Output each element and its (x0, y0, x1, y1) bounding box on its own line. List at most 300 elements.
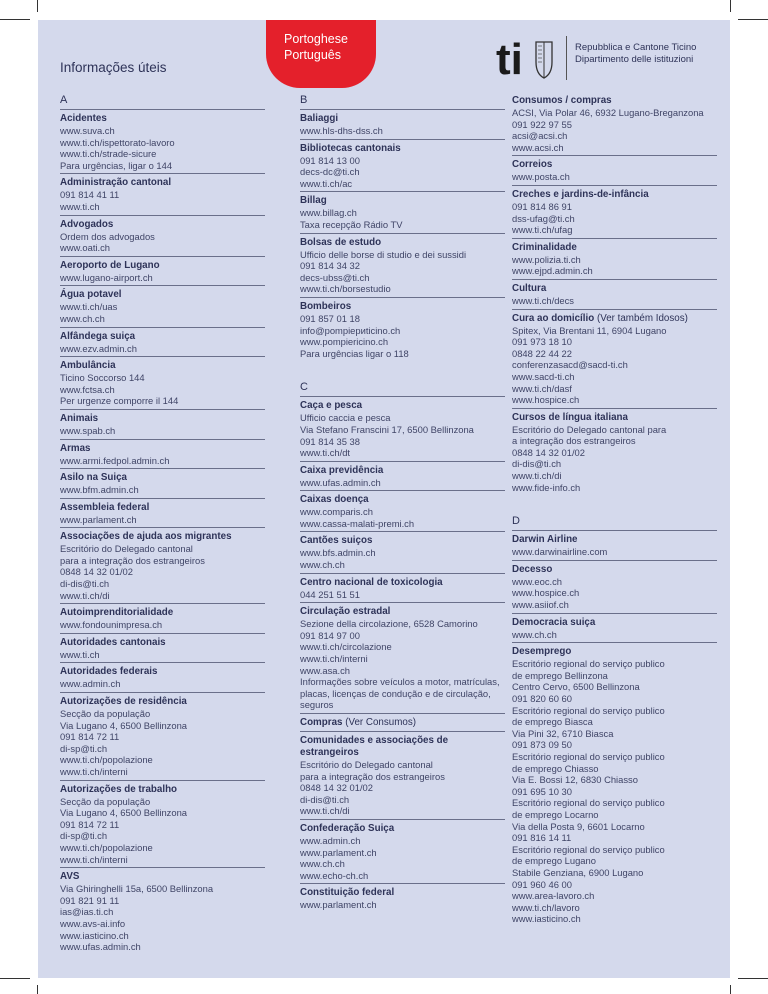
entry-line: Ufficio delle borse di studio e dei sussidi (300, 248, 467, 260)
entry-link[interactable]: dss-ufag@ti.ch (512, 212, 575, 224)
entry-title-text: Billag (300, 195, 327, 207)
directory-entry (300, 574, 505, 604)
entry-title (300, 823, 505, 835)
entry-title (512, 95, 717, 107)
entry-title (300, 195, 505, 207)
entry-line: de emprego Lugano (512, 855, 596, 867)
entry-title (512, 534, 717, 546)
entry-link[interactable]: www.ti.ch/interni (300, 653, 368, 665)
entry-line: Ordem dos advogados (60, 230, 155, 242)
entry-line: Escritório regional do serviço publico (512, 704, 665, 716)
entry-title-text: Autorizações de residência (60, 696, 187, 708)
entry-line: Via E. Bossi 12, 6830 Chiasso (512, 774, 638, 786)
entry-note: (Ver Consumos) (345, 717, 416, 728)
language-label-italian: Portoghese (284, 32, 348, 46)
entry-link[interactable]: www.spab.ch (60, 424, 116, 436)
directory-entry (512, 239, 717, 280)
entry-link[interactable]: www.hospice.ch (512, 587, 580, 599)
directory-entry (60, 357, 265, 410)
entry-link[interactable]: www.pompiericino.ch (300, 336, 389, 348)
entry-link[interactable]: www.bfm.admin.ch (60, 484, 139, 496)
crop-mark (37, 985, 38, 994)
entry-line: Via Lugano 4, 6500 Bellinzona (60, 807, 188, 819)
directory-entry (60, 410, 265, 440)
directory-entry (512, 643, 717, 927)
entry-title-text: Assembleia federal (60, 501, 150, 513)
entry-link[interactable]: www.hospice.ch (512, 394, 580, 406)
document-page (38, 20, 730, 978)
entry-link[interactable]: www.armi.fedpol.admin.ch (60, 454, 170, 466)
entry-title (300, 465, 505, 477)
entry-title (60, 360, 265, 372)
entry-link[interactable]: www.ti.ch/circolazione (300, 641, 392, 653)
entry-link[interactable]: www.darwinairline.com (512, 546, 608, 558)
entry-title (60, 331, 265, 343)
entry-link[interactable]: www.fide-info.ch (512, 481, 581, 493)
entry-line: 091 814 72 11 (60, 818, 120, 830)
entry-title (300, 887, 505, 899)
entry-title (60, 177, 265, 189)
entry-title-text: Consumos / compras (512, 95, 612, 106)
entry-title-text: Comunidades e associações de estrangeiros (300, 735, 449, 758)
entry-link[interactable]: www.iasticino.ch (60, 929, 129, 941)
directory-entry (60, 110, 265, 174)
entry-line: 091 820 60 60 (512, 693, 572, 704)
entry-line: 091 960 46 00 (512, 878, 572, 890)
directory-entry (512, 186, 717, 239)
entry-title (300, 301, 505, 313)
directory-entry (60, 499, 265, 529)
crop-mark (0, 19, 30, 20)
entry-link[interactable]: www.ti.ch/di (300, 805, 350, 817)
entry-title (60, 666, 265, 678)
entry-link[interactable]: di-dis@ti.ch (300, 793, 350, 805)
entry-link[interactable]: www.ch.ch (512, 628, 557, 640)
entry-title-text: Cantões suiços (300, 535, 373, 547)
directory-entry (60, 174, 265, 215)
entry-link[interactable]: www.area-lavoro.ch (512, 890, 595, 902)
directory-entry (512, 92, 717, 156)
org-line: Dipartimento delle istituzioni (575, 53, 694, 65)
entry-title-text: Advogados (60, 218, 114, 230)
entry-link[interactable]: www.parlament.ch (60, 513, 137, 525)
directory-entry (512, 614, 717, 644)
entry-line: Escritório regional do serviço publico (512, 797, 665, 809)
entry-title-text: Criminalidade (512, 241, 577, 253)
entry-line: 091 814 41 11 (60, 189, 120, 201)
directory-entry (512, 280, 717, 310)
entry-link[interactable]: www.ufas.admin.ch (300, 476, 381, 488)
entry-link[interactable]: www.ti.ch (60, 200, 100, 212)
entry-line: Escritório do Delegado cantonal para (512, 423, 667, 435)
entry-title-text: Cura ao domicílio (512, 312, 595, 324)
entry-title (512, 412, 717, 424)
entry-title (300, 113, 505, 125)
entry-link[interactable]: www.fctsa.ch (60, 383, 115, 395)
entry-line: Ticino Soccorso 144 (60, 372, 145, 384)
entry-link[interactable]: info@pompiериticino.ch (300, 324, 401, 336)
crop-mark (730, 0, 731, 12)
entry-title (60, 472, 265, 484)
entry-line: 091 821 91 11 (60, 894, 120, 906)
entry-title-text: Autoimprenditorialidade (60, 607, 174, 619)
entry-title (60, 260, 265, 272)
entry-link[interactable]: di-sp@ti.ch (60, 742, 108, 754)
crop-mark (738, 978, 768, 979)
entry-line: Via Stefano Franscini 17, 6500 Bellinzona (300, 423, 474, 435)
entry-line: 091 857 01 18 (300, 312, 360, 324)
entry-title-text: Associações de ajuda aos migrantes (60, 531, 232, 543)
directory-entry (60, 328, 265, 358)
entry-link[interactable]: www.ti.ch/borsestudio (300, 283, 391, 295)
entry-title-text: Baliaggi (300, 113, 339, 124)
entry-title (60, 443, 265, 455)
directory-entry (60, 663, 265, 693)
entry-title (300, 735, 505, 759)
crop-mark (730, 985, 731, 994)
entry-line: 091 814 34 32 (300, 260, 360, 272)
entry-link[interactable]: www.posta.ch (512, 171, 570, 183)
entry-link[interactable]: www.cassa-malati-premi.ch (300, 517, 415, 529)
entry-line: 091 814 72 11 (60, 731, 120, 743)
entry-link[interactable]: www.oati.ch (60, 242, 111, 254)
entry-link[interactable]: di-dis@ti.ch (60, 578, 110, 590)
entry-title (300, 606, 505, 618)
entry-title (60, 696, 265, 708)
entry-title-text: Alfândega suiça (60, 330, 136, 342)
directory-entry (300, 714, 505, 732)
entry-title (60, 784, 265, 796)
entry-link[interactable]: www.ti.ch/uas (60, 301, 118, 313)
entry-link[interactable]: www.echo-ch.ch (300, 869, 369, 881)
entry-title-text: Desemprego (512, 646, 572, 658)
entry-link[interactable]: www.ejpd.admin.ch (512, 265, 593, 277)
entry-title-text: Caixa previdência (300, 464, 384, 476)
directory-entry (300, 732, 505, 820)
directory-entry (300, 397, 505, 461)
directory-entry (60, 781, 265, 869)
directory-entry (300, 110, 505, 140)
entry-line: 0848 14 32 01/02 (512, 446, 585, 458)
entry-line: 044 251 51 51 (300, 588, 360, 600)
ticino-logo (496, 36, 556, 80)
entry-title (300, 494, 505, 506)
directory-entry (300, 298, 505, 361)
entry-line: 091 873 09 50 (512, 739, 572, 751)
entry-line: para a integração dos estrangeiros (60, 554, 205, 566)
entry-link[interactable]: www.ti.ch/ac (300, 177, 353, 189)
entry-title-text: Confederação Suiça (300, 822, 395, 834)
directory-entry (300, 462, 505, 492)
entry-title (300, 400, 505, 412)
directory-entry (300, 491, 505, 532)
entry-link[interactable]: decs-ubss@ti.ch (300, 271, 370, 283)
entry-title-text: Creches e jardins-de-infância (512, 188, 649, 200)
entry-link[interactable]: www.sacd-ti.ch (512, 370, 575, 382)
directory-entry (60, 469, 265, 499)
entry-title-text: Bibliotecas cantonais (300, 142, 401, 154)
directory-entry (512, 310, 717, 409)
entry-title (60, 607, 265, 619)
entry-link[interactable]: www.ti.ch/dt (300, 447, 351, 459)
entry-title (512, 564, 717, 576)
entry-link[interactable]: decs-dc@ti.ch (300, 166, 360, 178)
entry-line: Ufficio caccia e pesca (300, 412, 391, 424)
entry-title (300, 535, 505, 547)
entry-title-text: Constituição federal (300, 887, 395, 899)
entry-link[interactable]: acsi@acsi.ch (512, 130, 568, 142)
org-line: Repubblica e Cantone Ticino (575, 42, 697, 53)
directory-entry (60, 257, 265, 287)
section-letter: B (300, 92, 505, 110)
entry-line: Secção da população (60, 795, 151, 807)
entry-link[interactable]: conferenzasacd@sacd-ti.ch (512, 359, 628, 371)
language-tab (266, 20, 376, 88)
directory-entry (300, 532, 505, 573)
entry-title-text: Democracia suiça (512, 616, 596, 628)
entry-title (300, 237, 505, 249)
entry-link[interactable]: www.ti.ch/ufag (512, 224, 573, 236)
entry-line: 0848 22 44 22 (512, 347, 572, 359)
entry-line: Stabile Genziana, 6900 Lugano (512, 866, 644, 878)
entry-line: Via Ghiringhelli 15a, 6500 Bellinzona (60, 883, 214, 895)
entry-title-text: Centro nacional de toxicologia (300, 576, 443, 588)
entry-title-text: Autorizações de trabalho (60, 783, 178, 795)
entry-line: a integração dos estrangeiros (512, 435, 636, 447)
entry-title-text: AVS (60, 871, 80, 883)
entry-link[interactable]: www.eoc.ch (512, 575, 563, 587)
entry-link[interactable]: www.comparis.ch (300, 506, 373, 518)
entry-line: Via Lugano 4, 6500 Bellinzona (60, 719, 188, 731)
entry-title (60, 113, 265, 125)
entry-link[interactable]: www.avs-ai.info (60, 917, 126, 929)
entry-title (60, 637, 265, 649)
entry-line: Escritório regional do serviço publico (512, 750, 665, 762)
entry-note: (Ver também Idosos) (596, 312, 688, 324)
entry-line: Escritório do Delegado cantonal (60, 543, 193, 555)
entry-title (512, 242, 717, 254)
entry-title-text: Armas (60, 442, 91, 454)
entry-line: Para urgências ligar o 118 (300, 347, 409, 359)
entry-title-text: Animais (60, 412, 99, 424)
entry-title (60, 502, 265, 514)
entry-line: Sezione della circolazione, 6528 Camorino (300, 618, 478, 630)
entry-line: 091 922 97 55 (512, 118, 572, 130)
entry-line: 091 814 35 38 (300, 435, 360, 447)
entry-line: ACSI, Via Polar 46, 6932 Lugano-Breganzona (512, 107, 704, 118)
entry-link[interactable]: www.ezv.admin.ch (60, 342, 137, 354)
entry-link[interactable]: www.asa.ch (300, 664, 351, 676)
entry-title (60, 219, 265, 231)
directory-entry (60, 604, 265, 634)
entry-line: Per urgenze comporre il 144 (60, 395, 179, 407)
entry-line: para a integração dos estrangeiros (300, 770, 445, 782)
logo-text: ti (496, 36, 523, 80)
entry-line: 091 973 18 10 (512, 336, 572, 348)
directory-entry (300, 820, 505, 884)
entry-title-text: Asilo na Suiça (60, 472, 127, 484)
entry-line: 091 816 14 11 (512, 832, 572, 844)
entry-link[interactable]: www.bfs.admin.ch (300, 547, 376, 559)
entry-line: Spitex, Via Brentani 11, 6904 Lugano (512, 324, 667, 336)
section-letter: A (60, 92, 265, 110)
entry-title (512, 189, 717, 201)
entry-title (512, 646, 717, 658)
column-1 (60, 92, 265, 955)
entry-line: 091 695 10 30 (512, 785, 572, 797)
column-3 (512, 92, 717, 927)
directory-entry (512, 561, 717, 614)
language-label-portuguese: Português (284, 48, 341, 62)
entry-link[interactable]: www.ch.ch (300, 559, 345, 571)
entry-title-text: Acidentes (60, 113, 107, 124)
entry-link[interactable]: www.ti.ch/popolazione (60, 841, 153, 853)
entry-link[interactable]: www.ti.ch/interni (60, 766, 128, 777)
entry-link[interactable]: www.ti.ch/dasf (512, 382, 572, 394)
directory-entry (60, 216, 265, 257)
entry-link[interactable]: www.fondounimpresa.ch (60, 619, 163, 631)
entry-link[interactable]: www.ti.ch (60, 648, 100, 660)
entry-title-text: Bombeiros (300, 300, 352, 312)
canton-shield-icon (536, 42, 552, 78)
directory-entry (300, 884, 505, 913)
entry-line: Centro Cervo, 6500 Bellinzona (512, 681, 640, 693)
entry-line: 091 814 86 91 (512, 200, 572, 212)
entry-link[interactable]: ias@ias.ti.ch (60, 906, 114, 918)
entry-title (60, 413, 265, 425)
entry-title-text: Administração cantonal (60, 177, 172, 189)
entry-line: Via della Posta 9, 6601 Locarno (512, 820, 645, 832)
entry-title-text: Cursos de língua italiana (512, 411, 628, 423)
entry-title-text: Aeroporto de Lugano (60, 259, 160, 271)
entry-link[interactable]: www.parlament.ch (300, 846, 377, 858)
entry-line: Escritório regional do serviço publico (512, 658, 665, 670)
entry-title (512, 313, 717, 325)
entry-title-text: Caixas doença (300, 494, 369, 506)
entry-link[interactable]: www.ti.ch/ispettorato-lavoro (60, 136, 175, 148)
entry-link[interactable]: www.ti.ch/interni (60, 853, 128, 865)
entry-link[interactable]: www.admin.ch (300, 834, 361, 846)
entry-title (512, 617, 717, 629)
entry-link[interactable]: www.suva.ch (60, 125, 115, 136)
entry-line: 091 814 13 00 (300, 154, 360, 166)
section-letter: D (512, 513, 717, 531)
entry-title (300, 717, 505, 729)
entry-line: de emprego Locarno (512, 808, 599, 820)
entry-title-text: Água potavel (60, 289, 122, 301)
entry-line: Informações sobre veículos a motor, matrículas, (300, 676, 500, 688)
entry-link[interactable]: www.ti.ch/di (60, 589, 110, 601)
entry-title-text: Autoridades cantonais (60, 636, 166, 648)
entry-line: de emprego Chiasso (512, 762, 599, 774)
entry-link[interactable]: www.ch.ch (60, 312, 105, 324)
directory-entry (300, 140, 505, 193)
directory-entry (300, 603, 505, 714)
crop-mark (37, 0, 38, 12)
entry-link[interactable]: di-sp@ti.ch (60, 830, 108, 842)
directory-entry (512, 531, 717, 561)
entry-line: de emprego Bellinzona (512, 669, 608, 681)
entry-link[interactable]: di-dis@ti.ch (512, 458, 562, 470)
entry-title-text: Ambulância (60, 360, 116, 372)
entry-link[interactable]: www.iasticino.ch (512, 913, 581, 925)
entry-line: 091 814 97 00 (300, 629, 360, 641)
entry-line: Escritório do Delegado cantonal (300, 759, 433, 770)
entry-link[interactable]: www.ufas.admin.ch (60, 941, 141, 953)
entry-title (512, 159, 717, 171)
entry-title-text: Compras (300, 717, 343, 728)
entry-link[interactable]: www.ti.ch/lavoro (512, 901, 580, 913)
directory-entry (60, 693, 265, 781)
entry-title-text: Correios (512, 159, 553, 171)
directory-entry (512, 409, 717, 496)
directory-entry (60, 286, 265, 327)
directory-entry (300, 192, 505, 233)
entry-line: Secção da população (60, 708, 151, 720)
directory-entry (60, 440, 265, 470)
entry-title (60, 531, 265, 543)
crop-mark (738, 19, 768, 20)
entry-title-text: Caça e pesca (300, 400, 363, 412)
column-2 (300, 92, 505, 913)
entry-link[interactable]: www.ti.ch/di (512, 470, 562, 482)
entry-title-text: Circulação estradal (300, 606, 391, 618)
entry-title (512, 283, 717, 295)
entry-title-text: Darwin Airline (512, 534, 578, 546)
entry-line: Via Pini 32, 6710 Biasca (512, 727, 614, 739)
entry-line: 0848 14 32 01/02 (300, 782, 373, 794)
entry-link[interactable]: www.asiiof.ch (512, 599, 569, 611)
entry-line: placas, licenças de condução e de circulação, (300, 687, 491, 699)
crop-mark (0, 978, 30, 979)
page-title: Informações úteis (60, 60, 167, 75)
entry-link[interactable]: www.acsi.ch (512, 141, 564, 153)
entry-link[interactable]: www.ti.ch/strade-sicure (60, 148, 157, 160)
entry-line: Para urgências, ligar o 144 (60, 159, 173, 171)
entry-title (300, 143, 505, 155)
entry-title-text: Cultura (512, 282, 547, 294)
logo-divider (566, 36, 567, 80)
entry-title-text: Autoridades federais (60, 666, 158, 678)
entry-link[interactable]: www.admin.ch (60, 678, 121, 690)
directory-entry (60, 868, 265, 955)
org-name (575, 42, 696, 65)
section-letter: C (300, 379, 505, 397)
entry-link[interactable]: www.polizia.ti.ch (512, 253, 581, 265)
entry-title (60, 289, 265, 301)
entry-title-text: Decesso (512, 563, 553, 575)
entry-title-text: Bolsas de estudo (300, 236, 382, 248)
entry-line: Escritório regional do serviço publico (512, 843, 665, 855)
directory-entry (60, 634, 265, 664)
entry-line: 0848 14 32 01/02 (60, 566, 133, 578)
entry-title (60, 871, 265, 883)
directory-entry (512, 156, 717, 186)
entry-link[interactable]: www.billag.ch (300, 207, 357, 219)
entry-link[interactable]: www.hls-dhs-dss.ch (300, 125, 383, 136)
entry-link[interactable]: www.ch.ch (300, 858, 345, 870)
entry-link[interactable]: www.lugano-airport.ch (60, 271, 153, 283)
entry-link[interactable]: www.ti.ch/popolazione (60, 754, 153, 766)
entry-line: seguros (300, 699, 334, 711)
entry-link[interactable]: www.ti.ch/decs (512, 294, 574, 306)
entry-line: Taxa recepção Rádio TV (300, 218, 403, 230)
directory-entry (300, 234, 505, 298)
directory-entry (60, 528, 265, 604)
entry-title (300, 577, 505, 589)
entry-line: de emprego Biasca (512, 716, 593, 728)
entry-link[interactable]: www.parlament.ch (300, 899, 377, 911)
